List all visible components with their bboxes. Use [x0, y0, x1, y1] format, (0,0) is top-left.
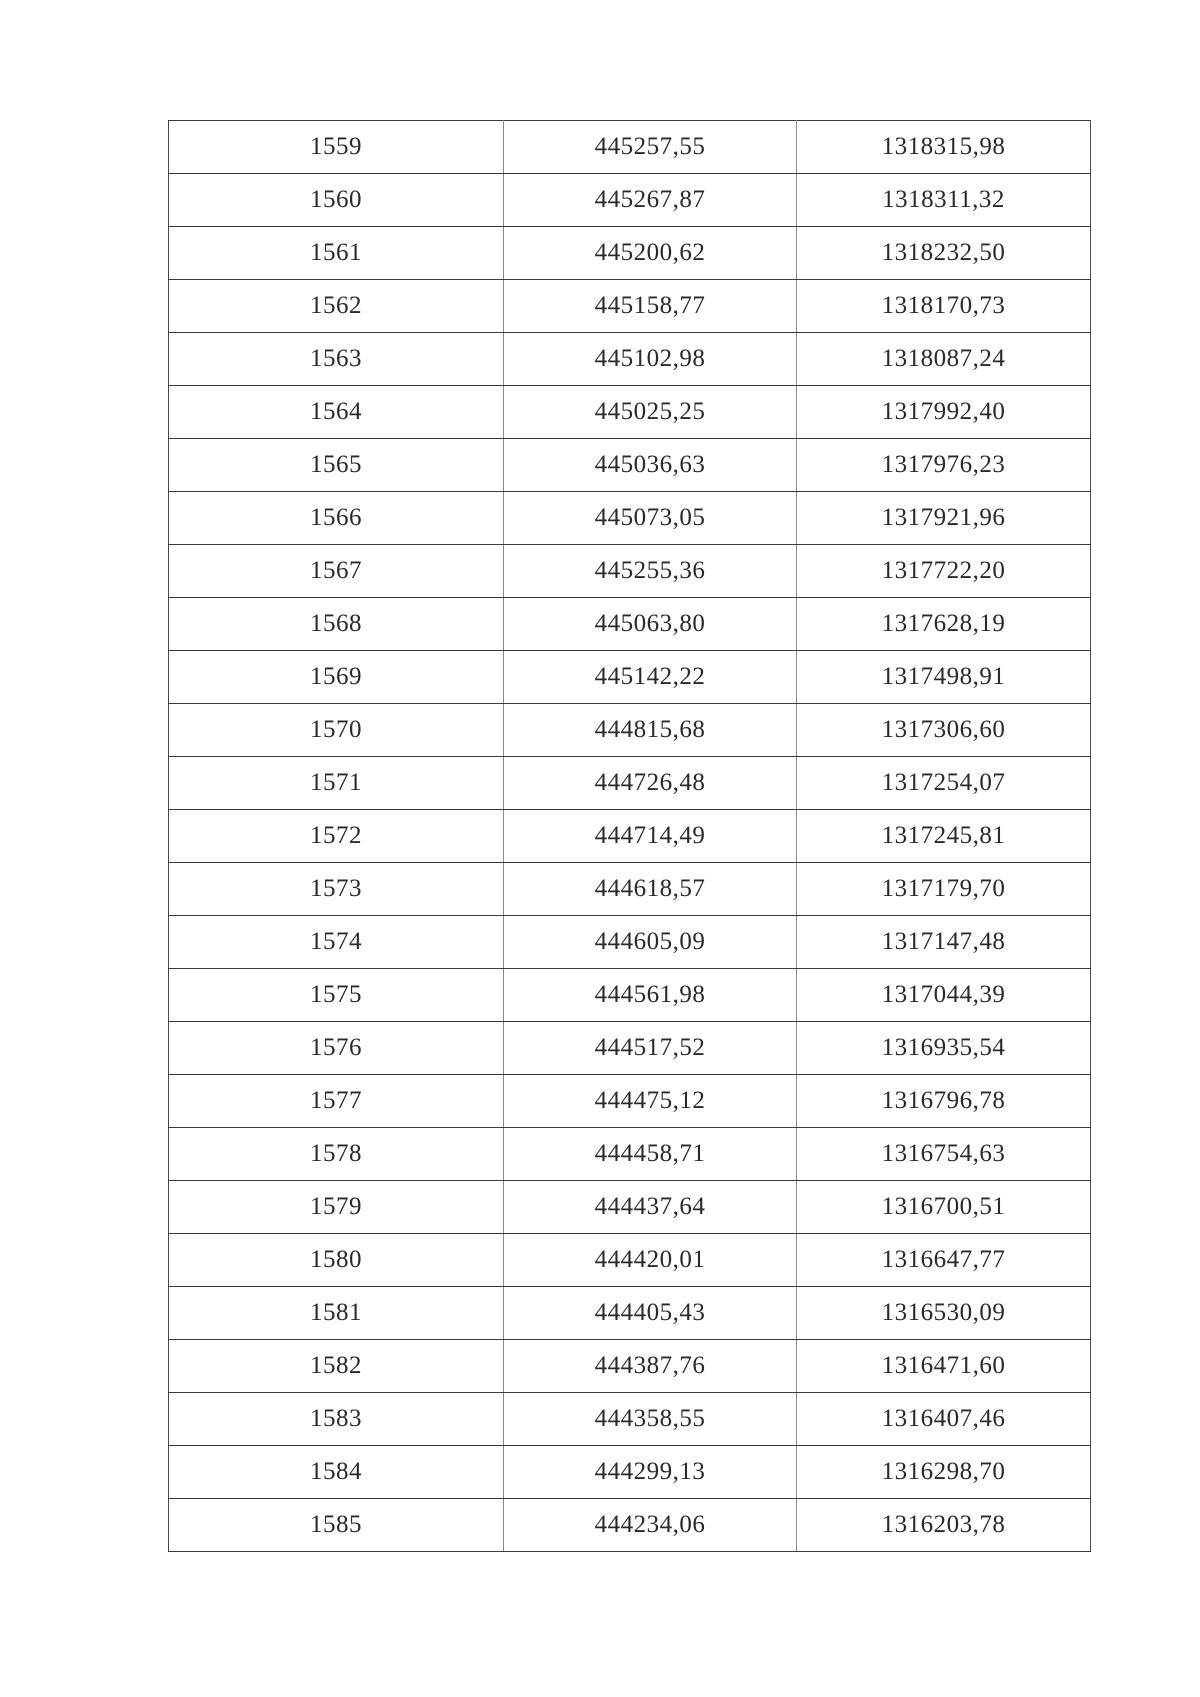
point-number-cell: 1573: [169, 863, 504, 916]
x-coordinate-cell: 444405,43: [504, 1287, 797, 1340]
y-coordinate-cell: 1318232,50: [797, 227, 1091, 280]
y-coordinate-cell: 1317306,60: [797, 704, 1091, 757]
x-coordinate-cell: 445036,63: [504, 439, 797, 492]
y-coordinate-cell: 1317976,23: [797, 439, 1091, 492]
table-row: [169, 545, 1091, 598]
y-coordinate-cell: 1316935,54: [797, 1022, 1091, 1075]
y-coordinate-cell: 1317147,48: [797, 916, 1091, 969]
x-coordinate-cell: 444458,71: [504, 1128, 797, 1181]
x-coordinate-cell: 444387,76: [504, 1340, 797, 1393]
coordinates-table: [168, 120, 1091, 1552]
table-row: [169, 1340, 1091, 1393]
point-number-cell: 1559: [169, 121, 504, 174]
x-coordinate-cell: 444605,09: [504, 916, 797, 969]
point-number-cell: 1561: [169, 227, 504, 280]
point-number-cell: 1576: [169, 1022, 504, 1075]
point-number-cell: 1581: [169, 1287, 504, 1340]
x-coordinate-cell: 444299,13: [504, 1446, 797, 1499]
y-coordinate-cell: 1318087,24: [797, 333, 1091, 386]
x-coordinate-cell: 444714,49: [504, 810, 797, 863]
y-coordinate-cell: 1317044,39: [797, 969, 1091, 1022]
x-coordinate-cell: 445267,87: [504, 174, 797, 227]
coordinates-table-body: [169, 121, 1091, 1552]
point-number-cell: 1569: [169, 651, 504, 704]
x-coordinate-cell: 444561,98: [504, 969, 797, 1022]
x-coordinate-cell: 444475,12: [504, 1075, 797, 1128]
x-coordinate-cell: 445063,80: [504, 598, 797, 651]
point-number-cell: 1582: [169, 1340, 504, 1393]
point-number-cell: 1579: [169, 1181, 504, 1234]
table-row: [169, 333, 1091, 386]
table-row: [169, 280, 1091, 333]
y-coordinate-cell: 1317179,70: [797, 863, 1091, 916]
point-number-cell: 1562: [169, 280, 504, 333]
y-coordinate-cell: 1316298,70: [797, 1446, 1091, 1499]
point-number-cell: 1570: [169, 704, 504, 757]
point-number-cell: 1567: [169, 545, 504, 598]
y-coordinate-cell: 1316471,60: [797, 1340, 1091, 1393]
point-number-cell: 1580: [169, 1234, 504, 1287]
y-coordinate-cell: 1316700,51: [797, 1181, 1091, 1234]
x-coordinate-cell: 445255,36: [504, 545, 797, 598]
x-coordinate-cell: 445158,77: [504, 280, 797, 333]
point-number-cell: 1568: [169, 598, 504, 651]
point-number-cell: 1571: [169, 757, 504, 810]
point-number-cell: 1577: [169, 1075, 504, 1128]
point-number-cell: 1583: [169, 1393, 504, 1446]
x-coordinate-cell: 445200,62: [504, 227, 797, 280]
y-coordinate-cell: 1318315,98: [797, 121, 1091, 174]
y-coordinate-cell: 1316796,78: [797, 1075, 1091, 1128]
y-coordinate-cell: 1318311,32: [797, 174, 1091, 227]
point-number-cell: 1578: [169, 1128, 504, 1181]
x-coordinate-cell: 445102,98: [504, 333, 797, 386]
point-number-cell: 1563: [169, 333, 504, 386]
table-row: [169, 1393, 1091, 1446]
x-coordinate-cell: 445073,05: [504, 492, 797, 545]
x-coordinate-cell: 444420,01: [504, 1234, 797, 1287]
x-coordinate-cell: 444358,55: [504, 1393, 797, 1446]
table-row: [169, 1446, 1091, 1499]
table-row: [169, 704, 1091, 757]
table-row: [169, 174, 1091, 227]
y-coordinate-cell: 1318170,73: [797, 280, 1091, 333]
y-coordinate-cell: 1317245,81: [797, 810, 1091, 863]
table-row: [169, 1128, 1091, 1181]
x-coordinate-cell: 444815,68: [504, 704, 797, 757]
x-coordinate-cell: 445142,22: [504, 651, 797, 704]
x-coordinate-cell: 444618,57: [504, 863, 797, 916]
x-coordinate-cell: 444437,64: [504, 1181, 797, 1234]
x-coordinate-cell: 445025,25: [504, 386, 797, 439]
y-coordinate-cell: 1317628,19: [797, 598, 1091, 651]
table-row: [169, 651, 1091, 704]
table-row: [169, 863, 1091, 916]
table-row: [169, 1234, 1091, 1287]
table-row: [169, 1287, 1091, 1340]
x-coordinate-cell: 444517,52: [504, 1022, 797, 1075]
point-number-cell: 1564: [169, 386, 504, 439]
table-row: [169, 492, 1091, 545]
point-number-cell: 1575: [169, 969, 504, 1022]
point-number-cell: 1585: [169, 1499, 504, 1552]
table-row: [169, 969, 1091, 1022]
y-coordinate-cell: 1316647,77: [797, 1234, 1091, 1287]
table-row: [169, 1075, 1091, 1128]
table-row: [169, 757, 1091, 810]
y-coordinate-cell: 1317498,91: [797, 651, 1091, 704]
y-coordinate-cell: 1316754,63: [797, 1128, 1091, 1181]
y-coordinate-cell: 1316530,09: [797, 1287, 1091, 1340]
y-coordinate-cell: 1317254,07: [797, 757, 1091, 810]
table-row: [169, 121, 1091, 174]
table-row: [169, 1181, 1091, 1234]
x-coordinate-cell: 445257,55: [504, 121, 797, 174]
table-row: [169, 386, 1091, 439]
table-row: [169, 810, 1091, 863]
point-number-cell: 1572: [169, 810, 504, 863]
point-number-cell: 1565: [169, 439, 504, 492]
y-coordinate-cell: 1317992,40: [797, 386, 1091, 439]
table-row: [169, 916, 1091, 969]
table-row: [169, 227, 1091, 280]
y-coordinate-cell: 1317722,20: [797, 545, 1091, 598]
x-coordinate-cell: 444726,48: [504, 757, 797, 810]
table-row: [169, 1499, 1091, 1552]
y-coordinate-cell: 1316407,46: [797, 1393, 1091, 1446]
x-coordinate-cell: 444234,06: [504, 1499, 797, 1552]
table-row: [169, 439, 1091, 492]
y-coordinate-cell: 1317921,96: [797, 492, 1091, 545]
point-number-cell: 1560: [169, 174, 504, 227]
y-coordinate-cell: 1316203,78: [797, 1499, 1091, 1552]
table-row: [169, 1022, 1091, 1075]
table-row: [169, 598, 1091, 651]
point-number-cell: 1566: [169, 492, 504, 545]
point-number-cell: 1584: [169, 1446, 504, 1499]
point-number-cell: 1574: [169, 916, 504, 969]
